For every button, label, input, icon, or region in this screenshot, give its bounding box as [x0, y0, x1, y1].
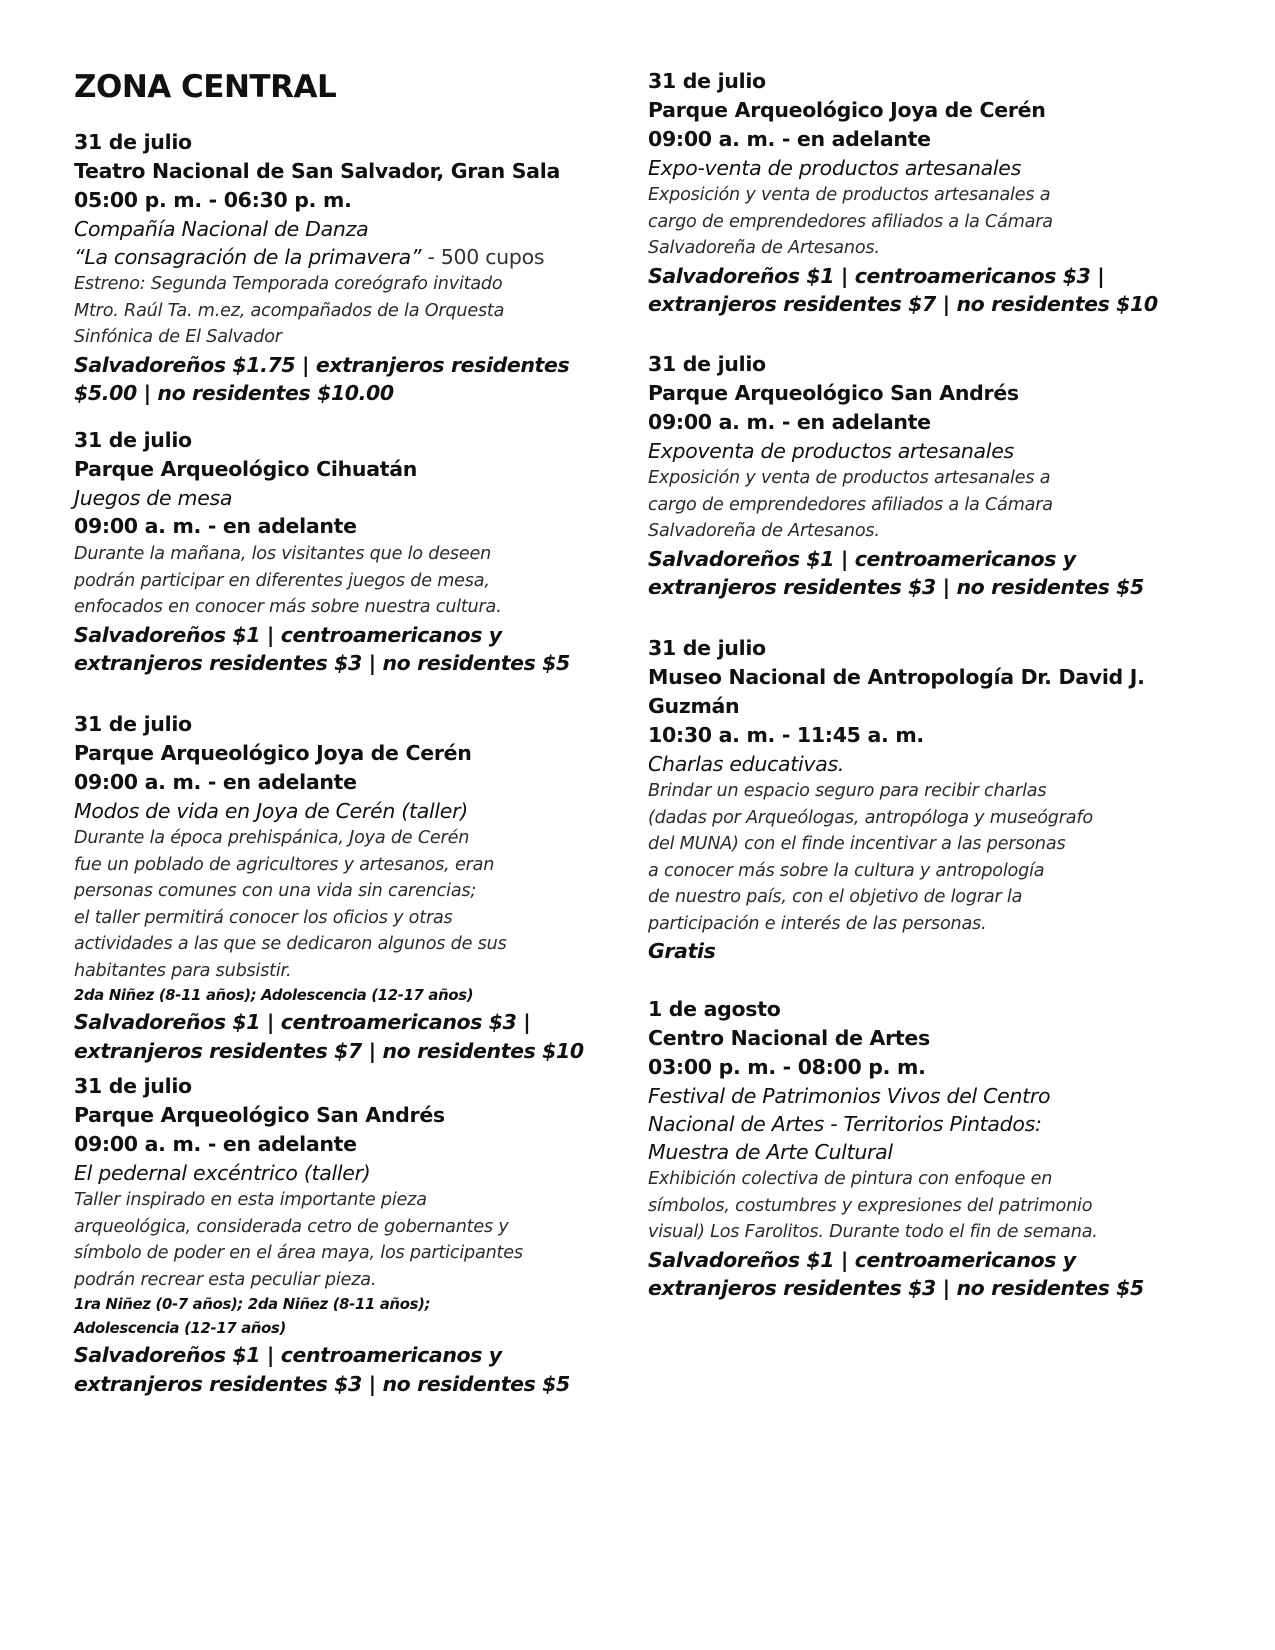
event-activity: Juegos de mesa [74, 486, 233, 510]
event-muna-charlas [648, 634, 1208, 966]
event-time: 09:00 a. m. - en adelante [74, 1132, 357, 1156]
event-description: Sinfónica de El Salvador [74, 327, 282, 347]
event-description: símbolo de poder en el área maya, los participantes [74, 1243, 523, 1263]
event-time: 05:00 p. m. - 06:30 p. m. [74, 188, 352, 212]
event-description: Durante la mañana, los visitantes que lo deseen [74, 544, 492, 564]
event-price: Salvadoreños $1 | centroamericanos y [74, 1343, 502, 1367]
event-venue: Guzmán [648, 694, 740, 718]
event-description: cargo de emprendedores afiliados a la Cámara [648, 211, 1053, 232]
event-joya-ceren-taller [74, 710, 634, 1065]
event-price: extranjeros residentes $7 | no residentes $10 [648, 292, 1158, 316]
event-activity: Festival de Patrimonios Vivos del Centro [648, 1084, 1051, 1108]
event-time: 09:00 a. m. - en adelante [648, 410, 931, 434]
event-venue: Parque Arqueológico San Andrés [74, 1103, 445, 1127]
event-price: Salvadoreños $1 | centroamericanos $3 | [648, 263, 1105, 288]
event-description: Mtro. Raúl Ta. m.ez, acompañados de la Orquesta [74, 300, 505, 321]
event-description: actividades a las que se dedicaron algunos de sus [74, 934, 507, 954]
event-price: Salvadoreños $1 | centroamericanos y [648, 1247, 1076, 1272]
event-description: Estreno: Segunda Temporada coreógrafo invitado [74, 274, 503, 294]
event-description: enfocados en conocer más sobre nuestra cultura. [74, 597, 502, 617]
event-price: extranjeros residentes $7 | no residentes $10 [74, 1038, 584, 1063]
event-date: 31 de julio [74, 130, 192, 154]
event-date: 31 de julio [74, 712, 192, 736]
event-date: 31 de julio [648, 636, 766, 660]
event-description: podrán recrear esta peculiar pieza. [74, 1269, 377, 1290]
event-price: Salvadoreños $1 | centroamericanos $3 | [74, 1010, 531, 1034]
event-joya-ceren-expoventa [648, 67, 1208, 319]
zone-title: ZONA CENTRAL [74, 69, 337, 105]
event-price: extranjeros residentes $3 | no residentes $5 [648, 1276, 1144, 1300]
event-price: extranjeros residentes $3 | no residentes $5 [74, 651, 570, 675]
event-activity-title [74, 243, 634, 271]
event-price: Salvadoreños $1 | centroamericanos y [74, 622, 502, 647]
event-activity: Muestra de Arte Cultural [648, 1140, 893, 1164]
event-san-andres-taller [74, 1072, 634, 1398]
event-date: 31 de julio [648, 69, 766, 93]
event-venue: Parque Arqueológico Joya de Cerén [648, 98, 1046, 122]
event-activity: Expo-venta de productos artesanales [648, 156, 1021, 180]
event-description: Salvadoreña de Artesanos. [648, 238, 880, 258]
event-teatro-nacional [74, 128, 634, 408]
event-description: fue un poblado de agricultores y artesanos, eran [74, 854, 495, 875]
event-description: Exposición y venta de productos artesanales a [648, 468, 1051, 488]
event-description: podrán participar en diferentes juegos de mesa, [74, 570, 490, 591]
event-activity-quote: “La consagración de la primavera” [74, 245, 422, 269]
event-time: 09:00 a. m. - en adelante [74, 770, 357, 794]
event-date: 31 de julio [74, 428, 192, 452]
event-description: cargo de emprendedores afiliados a la Cámara [648, 494, 1053, 515]
event-activity: El pedernal excéntrico (taller) [74, 1161, 371, 1185]
event-description: Salvadoreña de Artesanos. [648, 521, 880, 541]
event-activity: Nacional de Artes - Territorios Pintados: [648, 1112, 1042, 1136]
event-description: a conocer más sobre la cultura y antropología [648, 860, 1045, 881]
event-description: símbolos, costumbres y expresiones del patrimonio [648, 1195, 1093, 1216]
event-date: 31 de julio [74, 1074, 192, 1098]
event-time: 10:30 a. m. - 11:45 a. m. [648, 723, 924, 747]
event-description: Exposición y venta de productos artesanales a [648, 185, 1051, 205]
event-cenar-festival [648, 995, 1208, 1303]
event-time: 03:00 p. m. - 08:00 p. m. [648, 1055, 926, 1079]
event-description: Taller inspirado en esta importante pieza [74, 1190, 427, 1210]
event-age-groups: 1ra Niñez (0-7 años); 2da Niñez (8-11 años); [74, 1296, 431, 1313]
event-time: 09:00 a. m. - en adelante [74, 514, 357, 538]
event-price: Gratis [648, 939, 716, 963]
event-cihuatan [74, 426, 634, 678]
event-description: (dadas por Arqueólogas, antropóloga y museógrafo [648, 807, 1093, 828]
event-activity: Modos de vida en Joya de Cerén (taller) [74, 799, 468, 823]
event-venue: Centro Nacional de Artes [648, 1026, 930, 1050]
event-venue: Teatro Nacional de San Salvador, Gran Sala [74, 159, 560, 183]
event-date: 31 de julio [648, 352, 766, 376]
event-capacity: - 500 cupos [421, 245, 545, 269]
event-price: extranjeros residentes $3 | no residentes $5 [648, 575, 1144, 599]
event-san-andres-expoventa [648, 350, 1208, 602]
event-description: habitantes para subsistir. [74, 960, 292, 981]
event-description: visual) Los Farolitos. Durante todo el fin de semana. [648, 1222, 1098, 1242]
event-description: Brindar un espacio seguro para recibir charlas [648, 781, 1047, 801]
event-description: Exhibición colectiva de pintura con enfoque en [648, 1169, 1053, 1189]
event-price: $5.00 | no residentes $10.00 [74, 381, 394, 405]
event-price: Salvadoreños $1.75 | extranjeros residentes [74, 352, 570, 377]
event-description: Durante la época prehispánica, Joya de Cerén [74, 828, 470, 848]
event-activity: Charlas educativas. [648, 752, 845, 776]
event-age-groups: Adolescencia (12-17 años) [74, 1320, 286, 1337]
event-date: 1 de agosto [648, 997, 781, 1021]
event-activity: Expoventa de productos artesanales [648, 439, 1014, 463]
event-venue: Museo Nacional de Antropología Dr. David J. [648, 665, 1145, 689]
event-description: participación e interés de las personas. [648, 913, 987, 934]
event-time: 09:00 a. m. - en adelante [648, 127, 931, 151]
event-age-groups: 2da Niñez (8-11 años); Adolescencia (12-17 años) [74, 987, 474, 1004]
event-description: del MUNA) con el finde incentivar a las personas [648, 834, 1066, 854]
event-description: de nuestro país, con el objetivo de lograr la [648, 887, 1023, 907]
event-description: personas comunes con una vida sin carencias; [74, 881, 477, 901]
event-venue: Parque Arqueológico San Andrés [648, 381, 1019, 405]
event-description: el taller permitirá conocer los oficios y otras [74, 907, 453, 928]
event-price: Salvadoreños $1 | centroamericanos y [648, 546, 1076, 571]
event-activity: Compañía Nacional de Danza [74, 217, 369, 241]
event-description: arqueológica, considerada cetro de gobernantes y [74, 1216, 509, 1237]
event-venue: Parque Arqueológico Cihuatán [74, 457, 418, 481]
event-price: extranjeros residentes $3 | no residentes $5 [74, 1371, 570, 1396]
event-venue: Parque Arqueológico Joya de Cerén [74, 741, 472, 765]
